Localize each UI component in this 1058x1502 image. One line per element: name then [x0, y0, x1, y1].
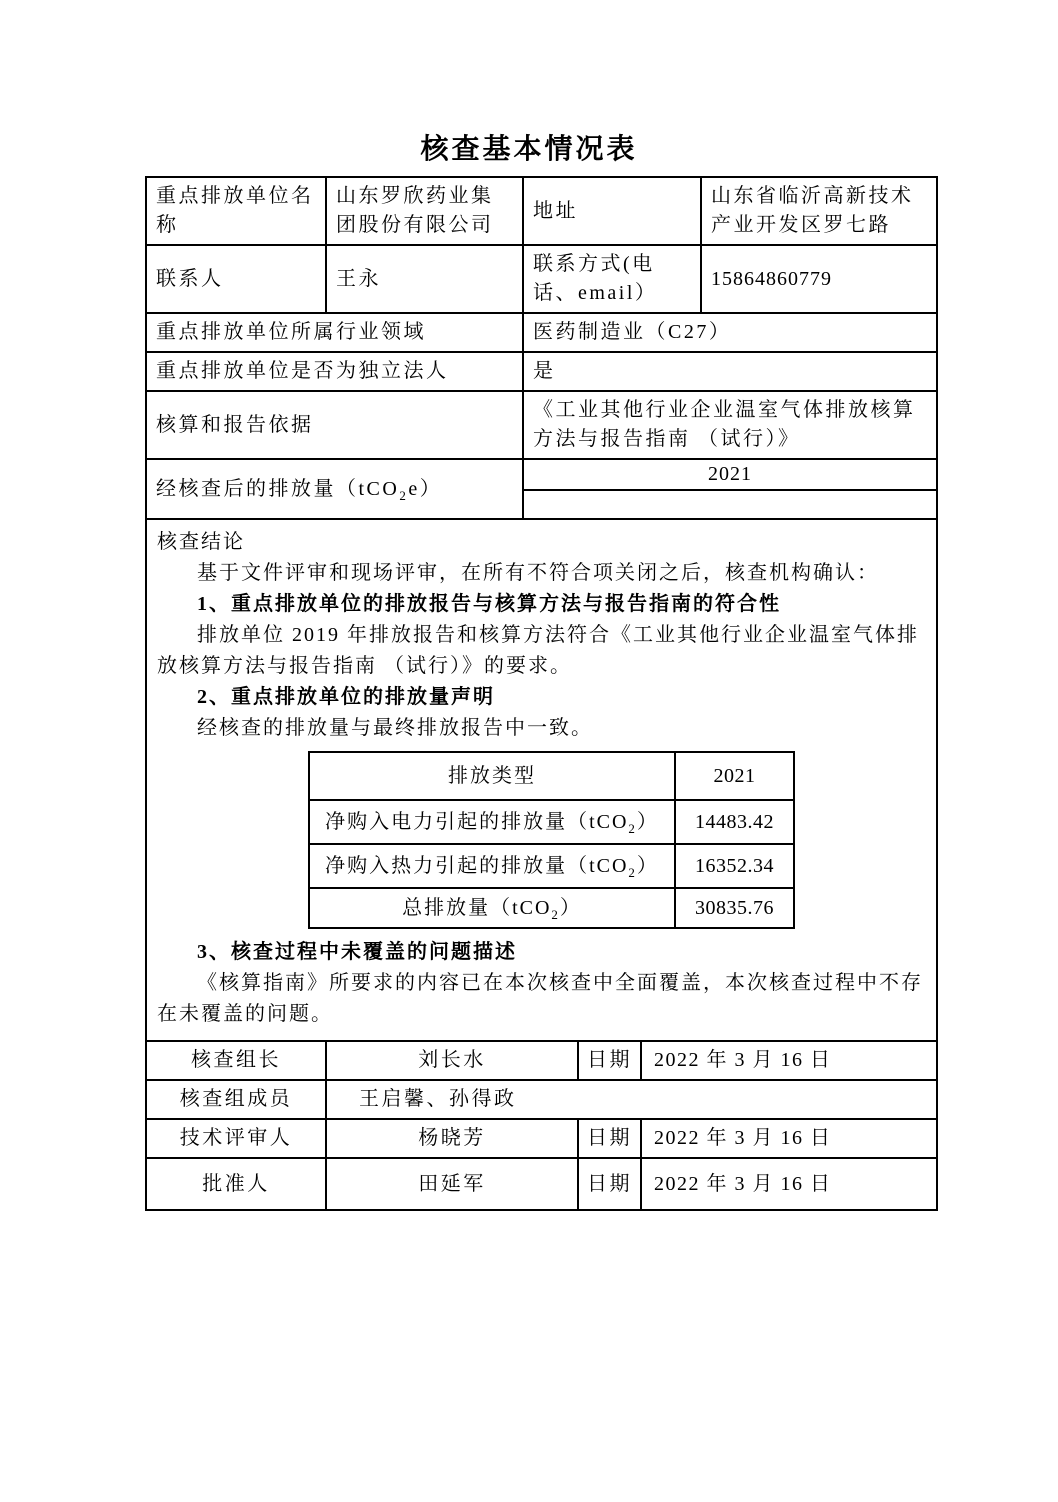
team-leader-role: 核查组长 [191, 1049, 281, 1071]
team-leader-date-label-cell [577, 1042, 640, 1079]
emissions-electricity-row [310, 799, 793, 843]
team-leader-row [147, 1040, 936, 1079]
contact-value: 王永 [336, 267, 381, 290]
conclusion-point3-title: 3、核查过程中未覆盖的问题描述 [197, 941, 517, 963]
emissions-year-header: 2021 [713, 764, 756, 787]
legal-entity-value-cell [522, 353, 936, 390]
emissions-table [308, 751, 795, 929]
verified-emissions-label: 经核查后的排放量（tCO$_2$e） [156, 477, 443, 503]
address-label: 地址 [533, 199, 578, 222]
emissions-type-header-cell [310, 753, 674, 799]
team-leader-date-cell [640, 1042, 936, 1079]
conclusion-cell [147, 520, 936, 1040]
legal-entity-value: 是 [533, 360, 556, 382]
subscript-2: 2 [399, 487, 409, 503]
contact-method-label-cell [522, 246, 700, 312]
team-leader-role-cell [147, 1042, 325, 1079]
unit-name-label-cell [147, 178, 325, 244]
page-title: 核查基本情况表 [420, 134, 638, 165]
legal-entity-label-cell [147, 353, 522, 390]
basis-row [147, 390, 936, 458]
legal-entity-row [147, 351, 936, 390]
conclusion-point1-title: 1、重点排放单位的排放报告与核算方法与报告指南的符合性 [197, 593, 781, 615]
team-members-name: 王启馨、孙得政 [359, 1088, 517, 1110]
emissions-heat-row [310, 843, 793, 887]
emissions-total-row [310, 887, 793, 927]
basis-label-cell [147, 392, 522, 458]
industry-label: 重点排放单位所属行业领域 [156, 321, 426, 343]
emissions-electricity-label-cell [310, 801, 674, 843]
subscript-2: 2 [628, 864, 637, 880]
emissions-total-value: 30835.76 [695, 896, 774, 919]
emissions-year-header-cell [674, 753, 793, 799]
emissions-type-header: 排放类型 [448, 764, 536, 787]
team-members-role-cell [147, 1081, 325, 1118]
industry-value-cell [522, 314, 936, 351]
contact-value-cell [325, 246, 522, 312]
conclusion-intro: 基于文件评审和现场评审，在所有不符合项关闭之后，核查机构确认： [197, 562, 879, 584]
basis-label: 核算和报告依据 [156, 413, 314, 436]
emissions-heat-value-cell [674, 845, 793, 887]
verified-emissions-year-cell [524, 460, 936, 491]
industry-value: 医药制造业（C27） [533, 321, 732, 343]
emissions-header-row [310, 753, 793, 799]
technical-reviewer-date-cell [640, 1120, 936, 1157]
approver-role-cell [147, 1159, 325, 1209]
contact-label: 联系人 [156, 267, 224, 290]
industry-label-cell [147, 314, 522, 351]
approver-row [147, 1157, 936, 1209]
approver-name-cell [325, 1159, 577, 1209]
conclusion-point2-title: 2、重点排放单位的排放量声明 [197, 686, 495, 708]
technical-reviewer-name-cell [325, 1120, 577, 1157]
address-value-cell [700, 178, 936, 244]
verified-emissions-row [147, 458, 936, 518]
conclusion-point2-body: 经核查的排放量与最终排放报告中一致。 [197, 717, 593, 739]
approver-date-cell [640, 1159, 936, 1209]
emissions-heat-value: 16352.34 [695, 854, 774, 877]
emissions-electricity-label: 净购入电力引起的排放量（tCO$_2$） [325, 810, 659, 836]
technical-reviewer-role: 技术评审人 [179, 1127, 293, 1149]
unit-name-value: 山东罗欣药业集团股份有限公司 [336, 185, 494, 236]
technical-reviewer-role-cell [147, 1120, 325, 1157]
unit-name-row [147, 178, 936, 244]
team-leader-name: 刘长水 [418, 1049, 486, 1071]
subscript-2: 2 [628, 820, 637, 836]
contact-method-label: 联系方式(电话、email） [533, 253, 658, 304]
address-value: 山东省临沂高新技术产业开发区罗七路 [711, 185, 914, 236]
verified-emissions-blank-cell [524, 491, 936, 518]
team-members-name-cell [325, 1081, 936, 1118]
verified-emissions-year: 2021 [708, 463, 752, 485]
verification-form-table [145, 176, 938, 1211]
basis-value-cell [522, 392, 936, 458]
conclusion-row [147, 518, 936, 1040]
unit-name-value-cell [325, 178, 522, 244]
technical-reviewer-date-label-cell [577, 1120, 640, 1157]
approver-name: 田延军 [418, 1172, 486, 1195]
date-label: 日期 [587, 1127, 632, 1149]
emissions-heat-label: 净购入热力引起的排放量（tCO$_2$） [325, 854, 659, 880]
emissions-electricity-value-cell [674, 801, 793, 843]
technical-reviewer-name: 杨晓芳 [418, 1127, 486, 1149]
legal-entity-label: 重点排放单位是否为独立法人 [156, 360, 449, 382]
team-leader-date: 2022 年 3 月 16 日 [654, 1049, 832, 1071]
technical-reviewer-row [147, 1118, 936, 1157]
date-label: 日期 [587, 1049, 632, 1071]
team-members-role: 核查组成员 [179, 1088, 293, 1110]
verified-emissions-value-cell [522, 460, 936, 518]
conclusion-point1-body: 排放单位 2019 年排放报告和核算方法符合《工业其他行业企业温室气体排放核算方法与报告指南 （试行）》的要求。 [157, 624, 919, 677]
emissions-total-label: 总排放量（tCO$_2$） [402, 896, 582, 922]
industry-row [147, 312, 936, 351]
team-members-row [147, 1079, 936, 1118]
emissions-heat-label-cell [310, 845, 674, 887]
team-leader-name-cell [325, 1042, 577, 1079]
contact-label-cell [147, 246, 325, 312]
basis-value: 《工业其他行业企业温室气体排放核算方法与报告指南 （试行）》 [533, 399, 916, 450]
conclusion-point3-body: 《核算指南》所要求的内容已在本次核查中全面覆盖，本次核查过程中不存在未覆盖的问题。 [157, 972, 923, 1025]
approver-date: 2022 年 3 月 16 日 [654, 1172, 832, 1195]
technical-reviewer-date: 2022 年 3 月 16 日 [654, 1127, 832, 1149]
approver-role: 批准人 [202, 1172, 270, 1195]
contact-method-value: 15864860779 [711, 267, 832, 290]
contact-method-value-cell [700, 246, 936, 312]
verified-emissions-label-cell [147, 460, 522, 518]
conclusion-heading: 核查结论 [157, 531, 245, 553]
emissions-total-label-cell [310, 889, 674, 927]
address-label-cell [522, 178, 700, 244]
subscript-2: 2 [551, 906, 560, 922]
date-label: 日期 [587, 1172, 632, 1195]
unit-name-label: 重点排放单位名称 [156, 185, 314, 236]
approver-date-label-cell [577, 1159, 640, 1209]
emissions-electricity-value: 14483.42 [695, 810, 774, 833]
contact-row [147, 244, 936, 312]
emissions-total-value-cell [674, 889, 793, 927]
